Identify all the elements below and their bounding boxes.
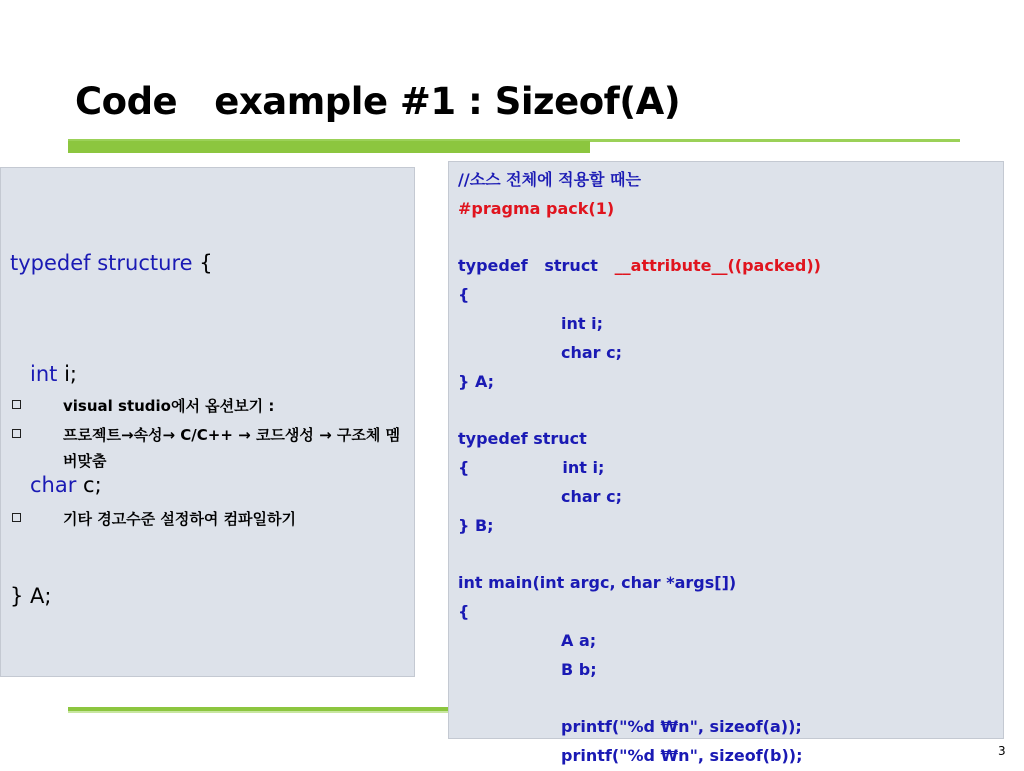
code-line-4: } A;	[10, 584, 52, 608]
close-struct-a: } A;	[458, 371, 495, 391]
bullet-list	[10, 393, 410, 532]
open-brace: {	[458, 285, 470, 305]
bullet-text: visual studio에서 옵션보기 :	[63, 397, 275, 415]
slide-title: Code example #1 : Sizeof(A)	[75, 80, 681, 123]
code-line-1	[10, 245, 213, 282]
typedef-a-line	[458, 252, 821, 281]
page-number: 3	[998, 744, 1006, 758]
bullet-item	[10, 506, 410, 532]
bullet-text: 기타 경고수준 설정하여 컴파일하기	[63, 510, 297, 528]
close-struct-b: } B;	[458, 515, 494, 535]
pragma-directive: #pragma pack(1)	[458, 198, 615, 218]
open-brace: {	[458, 457, 470, 477]
typedef-b-line: typedef struct	[458, 429, 587, 449]
title-underline-thick	[68, 141, 590, 153]
code-keyword: typedef structure	[10, 251, 193, 275]
bullet-item	[10, 393, 410, 419]
printf-sizeof-a: printf("%d ₩n", sizeof(a));	[561, 717, 802, 737]
member-int-i: int i;	[562, 457, 605, 477]
code-line-2	[10, 356, 213, 393]
code-text: {	[192, 251, 213, 275]
square-bullet-icon	[12, 513, 21, 522]
code-blank-line	[458, 396, 821, 425]
code-blank-line	[458, 540, 821, 569]
code-comment: //소스 전체에 적용할 때는	[458, 170, 641, 189]
declare-a: A a;	[561, 630, 597, 650]
main-signature: int main(int argc, char *args[])	[458, 573, 737, 593]
code-blank-line	[458, 224, 821, 253]
bullet-item	[10, 422, 410, 474]
member-int-i: int i;	[561, 313, 603, 333]
member-char-c: char c;	[561, 486, 623, 506]
declare-b: B b;	[561, 659, 597, 679]
code-blank-line	[458, 684, 821, 713]
square-bullet-icon	[12, 429, 21, 438]
struct-b-first-line	[458, 454, 821, 483]
code-text: typedef struct	[458, 256, 615, 276]
code-text: c;	[76, 473, 102, 497]
packed-attribute: __attribute__((packed))	[614, 256, 821, 276]
code-keyword: int	[30, 362, 58, 386]
footer-rule-thin	[68, 711, 448, 713]
bullet-text: 프로젝트→속성→ C/C++ → 코드생성 → 구조체 멤버맞춤	[63, 426, 401, 470]
pragma-pack-code	[458, 166, 821, 771]
member-char-c: char c;	[561, 342, 623, 362]
code-keyword: char	[30, 473, 77, 497]
printf-sizeof-b: printf("%d ₩n", sizeof(b));	[561, 745, 803, 765]
open-brace: {	[458, 601, 470, 621]
code-text: i;	[57, 362, 77, 386]
square-bullet-icon	[12, 400, 21, 409]
